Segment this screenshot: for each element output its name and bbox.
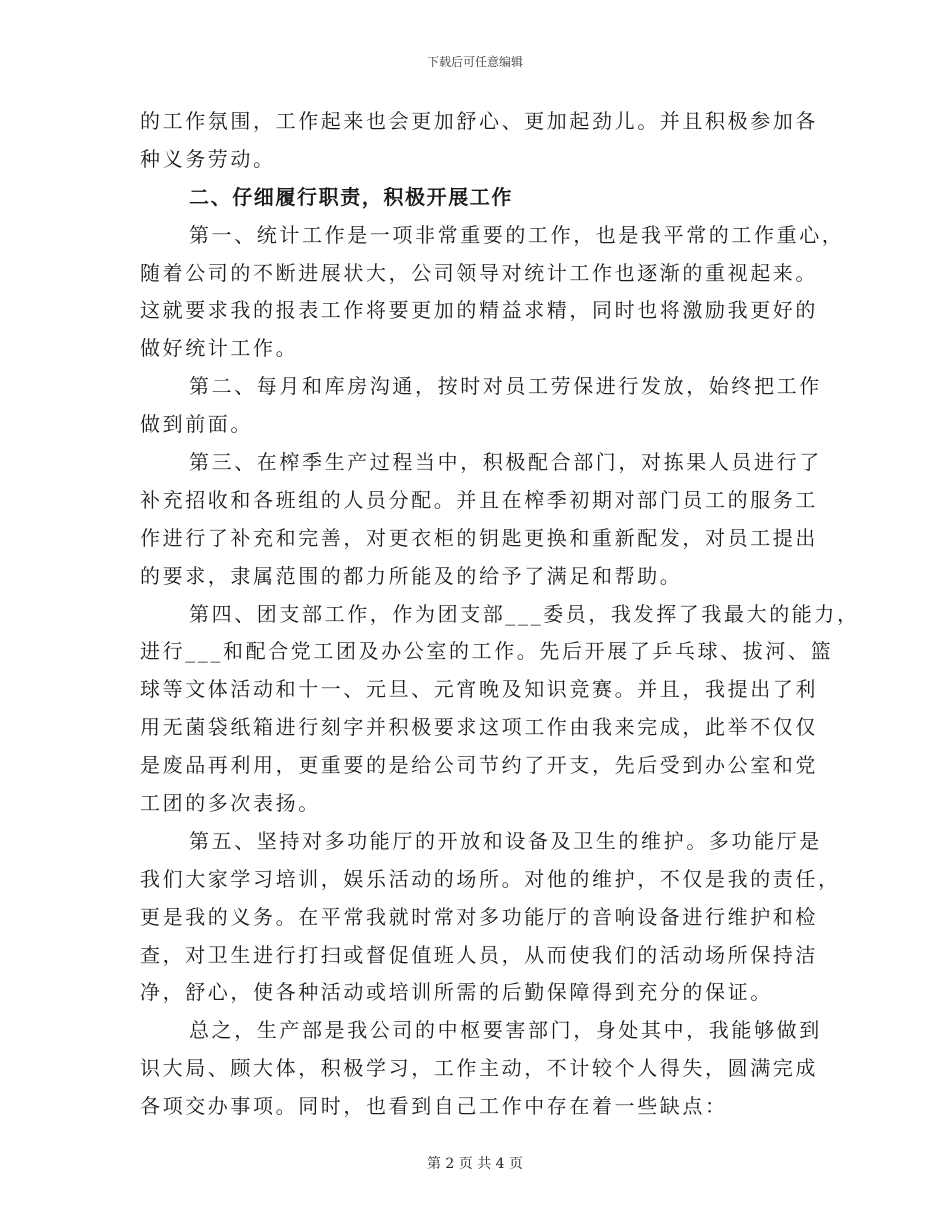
text-line: 这就要求我的报表工作将要更加的精益求精，同时也将激励我更好的 [140,298,818,323]
text-line: 进行___和配合党工团及办公室的工作。先后开展了乒乓球、拔河、篮 [140,639,834,664]
text-line: 作进行了补充和完善，对更衣柜的钥匙更换和重新配发，对员工提出 [140,525,818,550]
text-line: 是废品再利用，更重要的是给公司节约了开支，先后受到办公室和党 [140,753,818,778]
page-indicator: 第 2 页 共 4 页 [426,1156,524,1172]
text-line: 第四、团支部工作，作为团支部___委员，我发挥了我最大的能力， [189,601,860,626]
text-line: 球等文体活动和十一、元旦、元宵晚及知识竞赛。并且，我提出了利 [140,677,818,702]
text-line: 做到前面。 [140,412,253,437]
text-line: 的工作氛围，工作起来也会更加舒心、更加起劲儿。并且积极参加各 [140,109,818,133]
text-line: 识大局、顾大体，积极学习，工作主动，不计较个人得失，圆满完成 [140,1056,818,1081]
text-line: 随着公司的不断进展状大，公司领导对统计工作也逐渐的重视起来。 [140,260,818,285]
text-line: 各项交办事项。同时，也看到自己工作中存在着一些缺点： [140,1094,728,1119]
text-line: 我们大家学习培训，娱乐活动的场所。对他的维护，不仅是我的责任， [140,866,841,891]
document-body [140,103,860,1126]
text-line: 补充招收和各班组的人员分配。并且在榨季初期对部门员工的服务工 [140,487,818,512]
text-line: 用无菌袋纸箱进行刻字并积极要求这项工作由我来完成，此举不仅仅 [140,715,818,740]
text-line: 净，舒心，使各种活动或培训所需的后勤保障得到充分的保证。 [140,980,773,1005]
text-line: 总之，生产部是我公司的中枢要害部门，身处其中，我能够做到 [189,1018,822,1043]
text-line: 更是我的义务。在平常我就时常对多功能厅的音响设备进行维护和检 [140,904,818,929]
header-note: 下载后可任意编辑 [426,55,523,69]
section-heading: 二、仔细履行职责，积极开展工作 [189,184,513,209]
text-line: 种义务劳动。 [140,146,276,171]
text-line: 第五、坚持对多功能厅的开放和设备及卫生的维护。多功能厅是 [189,828,822,853]
text-line: 第三、在榨季生产过程当中，积极配合部门，对拣果人员进行了 [189,450,822,475]
text-line: 工团的多次表扬。 [140,791,321,816]
text-line: 做好统计工作。 [140,336,299,361]
text-line: 第一、统计工作是一项非常重要的工作，也是我平常的工作重心， [189,222,845,247]
text-line: 查，对卫生进行打扫或督促值班人员，从而使我们的活动场所保持洁 [140,942,818,967]
text-line: 的要求，隶属范围的都力所能及的给予了满足和帮助。 [140,563,683,588]
text-line: 第二、每月和库房沟通，按时对员工劳保进行发放，始终把工作 [189,374,822,399]
